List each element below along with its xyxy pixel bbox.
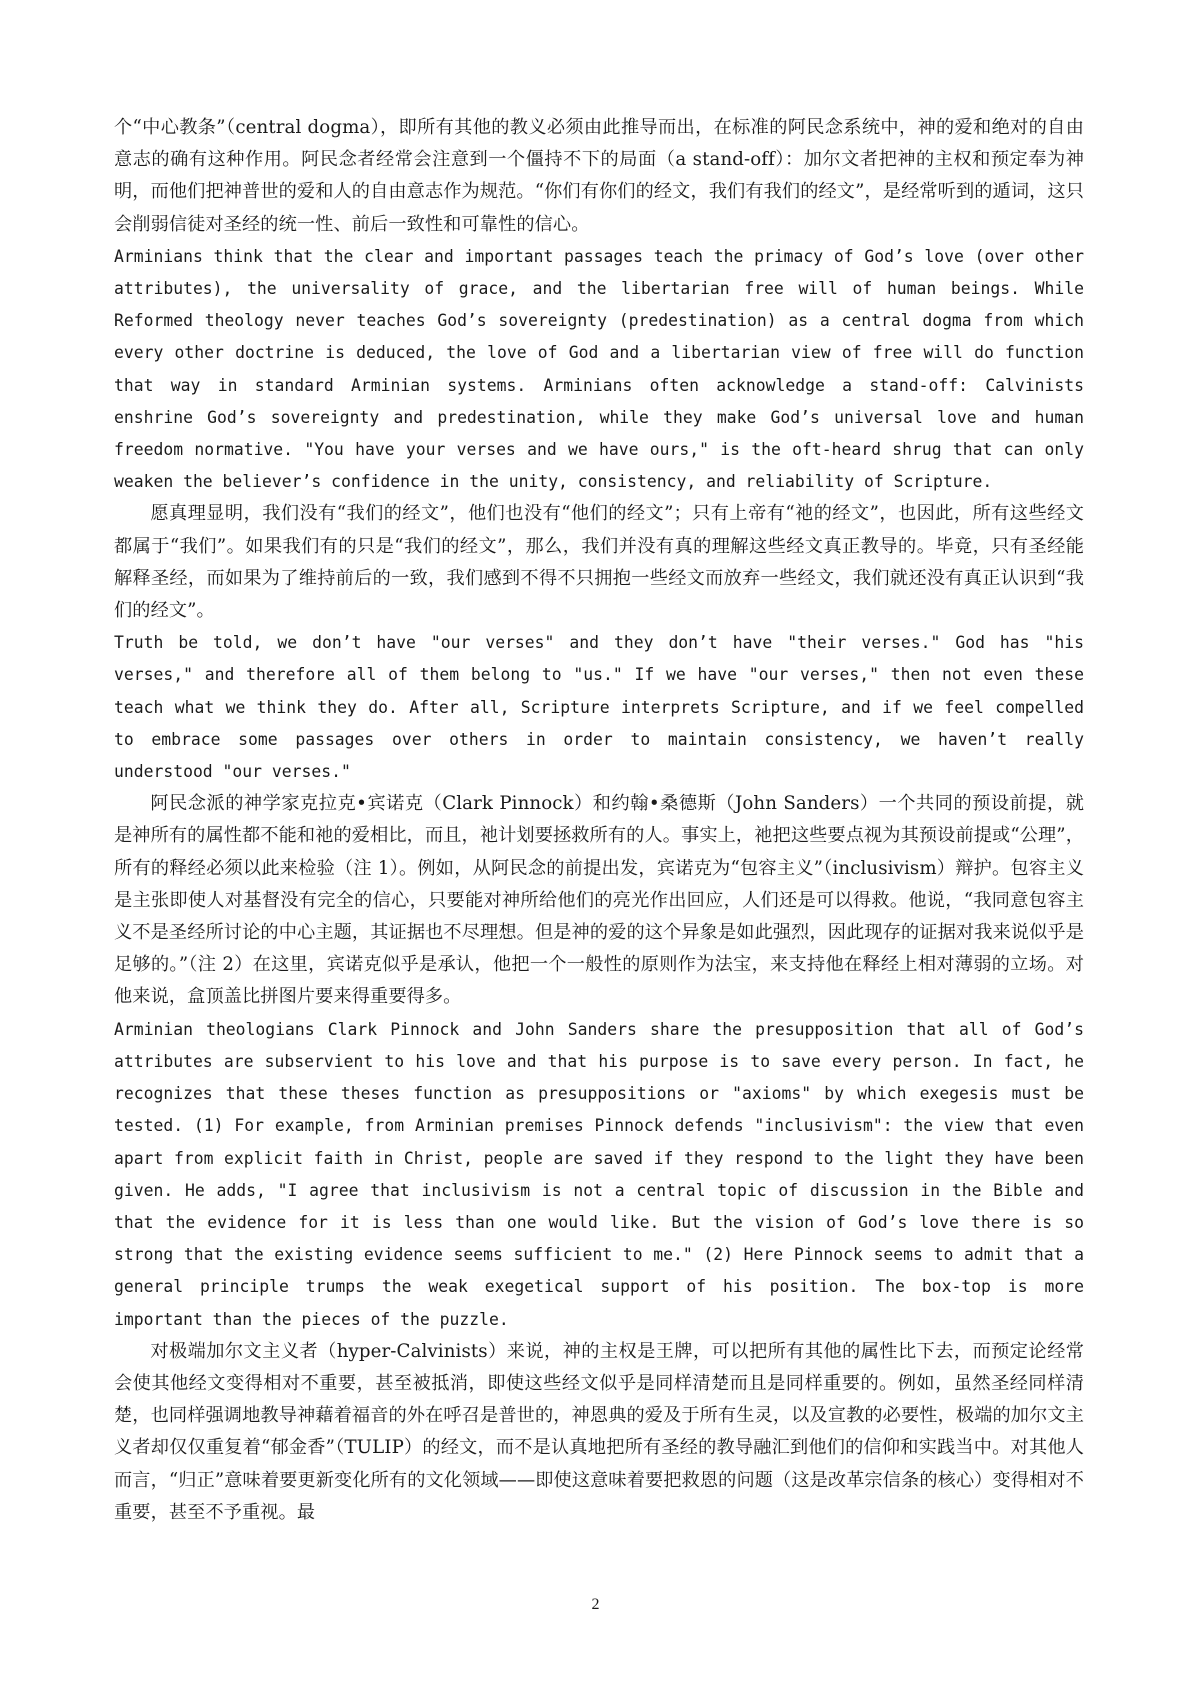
paragraph-zh-3: 阿民念派的神学家克拉克•宾诺克（Clark Pinnock）和约翰•桑德斯（John Sanders）一个共同的预设前提，就是神所有的属性都不能和祂的爱相比，而且，祂计划要拯救所有的人。事实上，祂把这些要点视为其预设前提或“公理”，所有的释经必须以此来检验（注 1）。例如，从阿民念的前提出发，宾诺克为“包容主义”（inclusivism）辩护。包容主义是主张即使人对基督没有完全的信心，只要能对神所给他们的亮光作出回应，人们还是可以得救。他说，“我同意包容主义不是圣经所讨论的中心主题，其证据也不尽理想。但是神的爱的这个异象是如此强烈，因此现存的证据对我来说似乎是足够的。”（注 2）在这里，宾诺克似乎是承认，他把一个一般性的原则作为法宝，来支持他在释经上相对薄弱的立场。对他来说，盒顶盖比拼图片要来得重要得多。 [114,793,1084,1008]
document-body [114,112,1084,1529]
paragraph-zh-1: 个“中心教条”（central dogma），即所有其他的教义必须由此推导而出，在标准的阿民念系统中，神的爱和绝对的自由意志的确有这种作用。阿民念者经常会注意到一个僵持不下的局面（a stand-off）：加尔文者把神的主权和预定奉为神明，而他们把神普世的爱和人的自由意志作为规范。“你们有你们的经文，我们有我们的经文”，是经常听到的遁词，这只会削弱信徒对圣经的统一性、前后一致性和可靠性的信心。 [114,117,1084,235]
paragraph-en-1: Arminians think that the clear and important passages teach the primacy of God’s love (over other attributes), the universality of grace, and the libertarian free will of human beings. While Reformed theology never teaches God’s sovereignty (predestination) as a central dogma from which every other doctrine is deduced, the love of God and a libertarian view of free will do function that way in standard Arminian systems. Arminians often acknowledge a stand-off: Calvinists enshrine God’s sovereignty and predestination, while they make God’s universal love and human freedom normative. "You have your verses and we have ours," is the oft-heard shrug that can only weaken the believer’s confidence in the unity, consistency, and reliability of Scripture. [114,246,1084,492]
paragraph-zh-4: 对极端加尔文主义者（hyper-Calvinists）来说，神的主权是王牌，可以把所有其他的属性比下去，而预定论经常会使其他经文变得相对不重要，甚至被抵消，即使这些经文似乎是同样清楚而且是同样重要的。例如，虽然圣经同样清楚，也同样强调地教导神藉着福音的外在呼召是普世的，神恩典的爱及于所有生灵，以及宣教的必要性，极端的加尔文主义者却仅仅重复着“郁金香”（TULIP）的经文，而不是认真地把所有圣经的教导融汇到他们的信仰和实践当中。对其他人而言，“归正”意味着要更新变化所有的文化领域——即使这意味着要把救恩的问题（这是改革宗信条的核心）变得相对不重要，甚至不予重视。最 [114,1340,1084,1523]
paragraph-en-2: Truth be told, we don’t have "our verses" and they don’t have "their verses." God has "his verses," and therefore all of them belong to "us." If we have "our verses," then not even these teach what we think they do. After all, Scripture interprets Scripture, and if we feel compelled to embrace some passages over others in order to maintain consistency, we haven’t really understood "our verses." [114,633,1084,782]
paragraph-zh-2: 愿真理显明，我们没有“我们的经文”，他们也没有“他们的经文”；只有上帝有“祂的经文”，也因此，所有这些经文都属于“我们”。如果我们有的只是“我们的经文”，那么，我们并没有真的理解这些经文真正教导的。毕竟，只有圣经能解释圣经，而如果为了维持前后的一致，我们感到不得不只拥抱一些经文而放弃一些经文，我们就还没有真正认识到“我们的经文”。 [114,503,1084,622]
page-number: 2 [591,1596,600,1613]
paragraph-en-3: Arminian theologians Clark Pinnock and John Sanders share the presupposition that all of God’s attributes are subservient to his love and that his purpose is to save every person. In fact, he recognizes that these theses function as presuppositions or "axioms" by which exegesis must be tested. (1) For example, from Arminian premises Pinnock defends "inclusivism": the view that even apart from explicit faith in Christ, people are saved if they respond to the light they have been given. He adds, "I agree that inclusivism is not a central topic of discussion in the Bible and that the evidence for it is less than one would like. But the vision of God’s love there is so strong that the existing evidence seems sufficient to me." (2) Here Pinnock seems to admit that a general principle trumps the weak exegetical support of his position. The box-top is more important than the pieces of the puzzle. [114,1019,1084,1329]
